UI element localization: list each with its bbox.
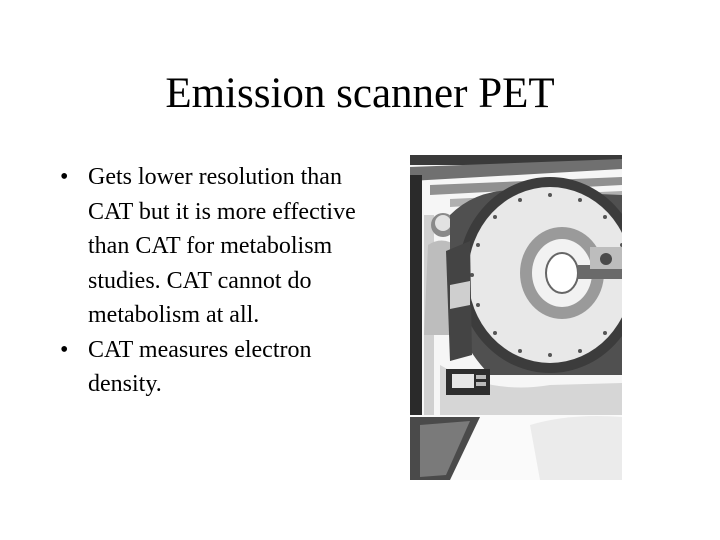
bullet-item (60, 333, 360, 402)
bullet-text: Gets lower resolution than CAT but it is more effective than CAT for metabolism studies. CAT cannot do metabolism at all. (88, 164, 356, 328)
bullet-marker: • (60, 164, 69, 190)
slide-title: Emission scanner PET (165, 70, 555, 117)
pet-scanner-illustration (410, 155, 622, 480)
pet-scanner-photo (410, 155, 622, 480)
bullet-text: CAT measures electron density. (88, 336, 312, 397)
bullet-list (60, 160, 360, 402)
bullet-marker: • (60, 336, 69, 363)
bullet-item (60, 160, 360, 333)
